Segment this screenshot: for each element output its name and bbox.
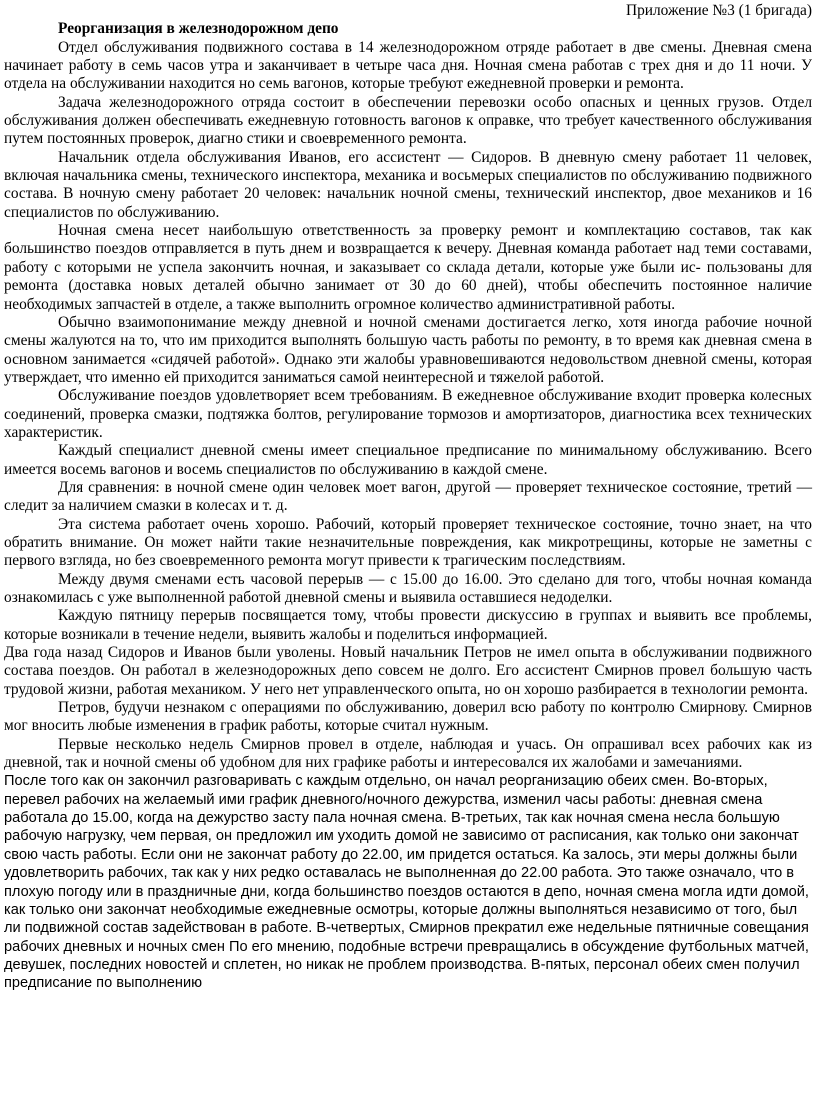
paragraph-8: Для сравнения: в ночной смене один человек моет вагон, другой — проверяет техническое состояние, третий — следит за наличием смазки в колесах и т. д.	[4, 478, 812, 515]
paragraph-continuation: После того как он закончил разговаривать с каждым отдельно, он начал реорганизацию обеих смен. Во-вторых, перевел рабочих на желаемый ими график дневного/ночного дежурства, изменил часы работы: дневная смена работала до 15.00, когда на дежурство засту пала ночная смена. В-третьих, так как ночная смена несла большую рабочую нагрузку, чем первая, он предложил им уходить домой не зависимо от расписания, как только они закончат свою часть работы. Если они не закончат работу до 22.00, им придется остаться. Ка залось, эти меры должны были удовлетворить рабочих, так как у них редко оставалась не выполненная до 22.00 работа. Это также означало, что в плохую погоду или в праздничные дни, когда большинство поездов остаются в депо, ночная смена могла идти домой, как только они закончат необходимые ежедневные осмотры, которые должны выполняться независимо от того, был ли подвижной состав задействован в работе. В-четвертых, Смирнов прекратил еже недельные пятничные совещания рабочих дневных и ночных смен По его мнению, подобные встречи превращались в обсуждение футбольных матчей, девушек, последних новостей и сплетен, но никак не проблем производства. В-пятых, персонал обеих смен получил предписание по выполнению	[4, 773, 809, 992]
document-title: Реорганизация в железнодорожном депо	[58, 20, 339, 38]
paragraph-12: Два года назад Сидоров и Иванов были уволены. Новый начальник Петров не имел опыта в обслуживании подвижного состава поездов. Он работал в железнодорожных депо совсем не долго. Его ассистент Смирнов провел большую часть трудовой жизни, работая механиком. У него нет управленческого опыта, но он хорошо разбирается в технологии ремонта.	[4, 644, 812, 698]
paragraph-3: Начальник отдела обслуживания Иванов, его ассистент — Сидоров. В дневную смену работает 11 человек, включая начальника смены, технического инспектора, механика и восьмерых специалистов по обслуживанию подвижного состава. В ночную смену работает 20 человек: начальник ночной смены, технический инспектор, двое механиков и 16 специалистов по обслуживанию.	[4, 148, 812, 221]
paragraph-6: Обслуживание поездов удовлетворяет всем требованиям. В ежедневное обслуживание входит проверка колесных соединений, проверка смазки, подтяжка болтов, регулирование тормозов и амортизаторов, диагностика всех технических характеристик.	[4, 387, 812, 441]
paragraph-9: Эта система работает очень хорошо. Рабочий, который проверяет техническое состояние, точно знает, на что обратить внимание. Он может найти такие незначительные повреждения, как микротрещины, которые не заметны с первого взгляда, но без своевременного ремонта могут привести к трагическим последствиям.	[4, 515, 812, 570]
paragraph-7: Каждый специалист дневной смены имеет специальное предписание по минимальному обслуживанию. Всего имеется восемь вагонов и восемь специалистов по обслуживанию в каждой смене.	[4, 442, 812, 478]
paragraph-2: Задача железнодорожного отряда состоит в обеспечении перевозки особо опасных и ценных грузов. Отдел обслуживания должен обеспечивать ежедневную готовность вагонов к оправке, что требует качественного обслуживания путем постоянных проверок, диагно стики и своевременного ремонта.	[4, 93, 812, 148]
paragraph-13: Петров, будучи незнаком с операциями по обслуживанию, доверил всю работу по контролю Смирнову. Смирнов мог вносить любые изменения в график работы, которые считал нужным.	[4, 699, 812, 735]
paragraph-11: Каждую пятницу перерыв посвящается тому, чтобы провести дискуссию в группах и выявить все проблемы, которые возникали в течение недели, выявить жалобы и поделиться информацией.	[4, 607, 812, 643]
appendix-label: Приложение №3 (1 бригада)	[625, 2, 812, 19]
paragraph-10: Между двумя сменами есть часовой перерыв — с 15.00 до 16.00. Это сделано для того, чтобы ночная команда ознакомилась с уже выполненной работой дневной смены и выявила оставшиеся недоделки.	[4, 570, 812, 606]
paragraph-4: Ночная смена несет наибольшую ответственность за проверку ремонт и комплектацию составов, так как большинство поездов отправляется в путь днем и возвращается к вечеру. Дневная команда работает над теми составами, работу с которыми не успела закончить ночная, и заказывает со склада детали, которые уже были ис- пользованы для ремонта (доставка новых деталей обычно занимает от 30 до 60 дней), чтобы обеспечить постоянное наличие необходимых запчастей в отделе, а также выполнить огромное количество административной работы.	[4, 222, 812, 313]
paragraph-1: Отдел обслуживания подвижного состава в 14 железнодорожном отряде работает в две смены. Дневная смена начинает работу в семь часов утра и заканчивает в четыре часа дня. Ночная смена работав с трех дня и до 11 ночи. У отдела на обслуживании находится но семь вагонов, которые требуют ежедневной проверки и ремонта.	[4, 38, 812, 93]
paragraph-14: Первые несколько недель Смирнов провел в отделе, наблюдая и учась. Он опрашивал всех рабочих как из дневной, так и ночной смены об удобном для них графике работы и интересовался их жалобами и замечаниями.	[4, 735, 812, 772]
paragraph-5: Обычно взаимопонимание между дневной и ночной сменами достигается легко, хотя иногда рабочие ночной смены жалуются на то, что им приходится выполнять большую часть работы по ремонту, в то время как дневная смена в основном занимается «сидячей работой». Однако эти жалобы уравновешиваются недовольством дневной смены, которая утверждает, что именно ей приходится заниматься самой неинтересной и тяжелой работой.	[4, 313, 812, 386]
